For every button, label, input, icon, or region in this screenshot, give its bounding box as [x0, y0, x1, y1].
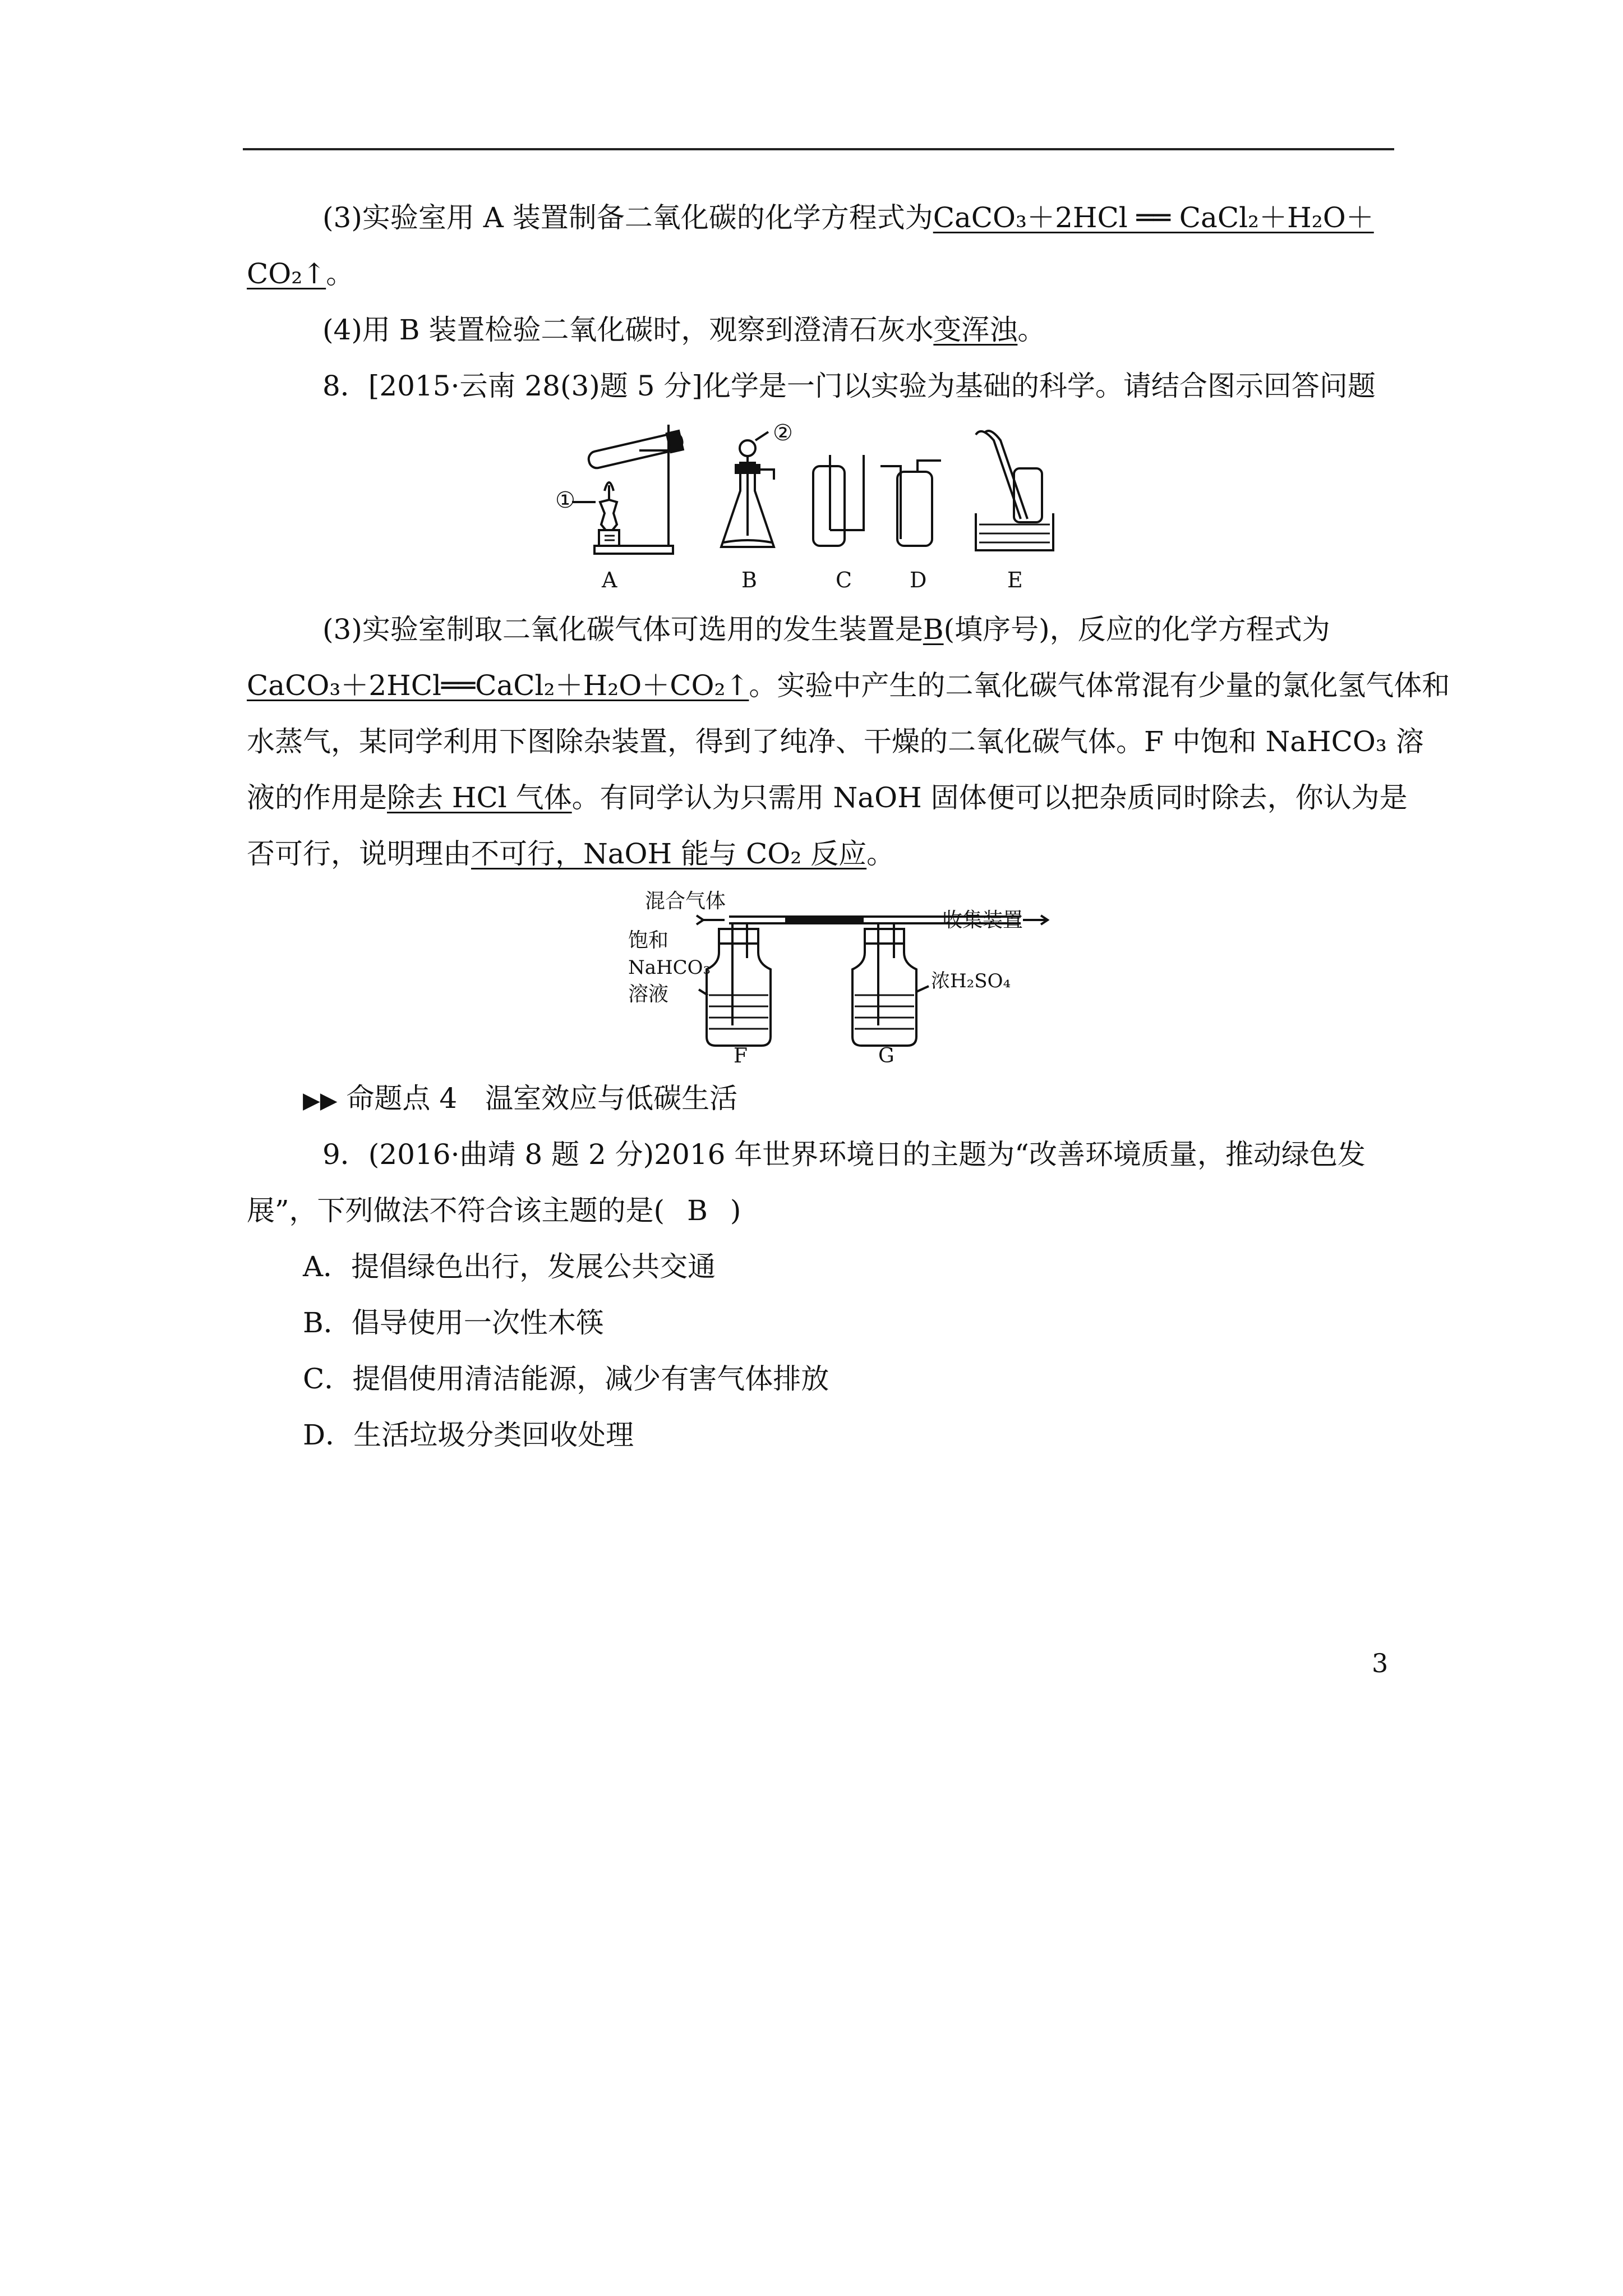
q7-part3-end: 。: [326, 257, 354, 290]
q7-part3-line1: [322, 201, 1374, 234]
section-marker: ▶▶: [303, 1088, 338, 1114]
apparatus-figure: [538, 418, 1166, 597]
collect-label: 收集装置: [942, 909, 1023, 932]
q8-text: 。有同学认为只需用 NaOH 固体便可以把杂质同时除去，你认为是: [571, 781, 1408, 814]
section-heading: [303, 1082, 737, 1117]
q9-stem-line1: 9．(2016·曲靖 8 题 2 分)2016 年世界环境日的主题为“改善环境质量，推动绿色发: [322, 1138, 1366, 1171]
q9-option-a: A．提倡绿色出行，发展公共交通: [303, 1250, 716, 1283]
q9-text: 展”，下列做法不符合该主题的是(: [247, 1194, 665, 1227]
stand-base-a: [594, 546, 673, 554]
q8-part3-line4: [247, 781, 1408, 815]
page-number: 3: [1372, 1648, 1389, 1678]
q8-text: (3)实验室制取二氧化碳气体可选用的发生装置是: [322, 613, 923, 646]
q8-answer-purpose: 除去 HCl 气体: [387, 781, 572, 814]
q9-option-d: D．生活垃圾分类回收处理: [303, 1419, 634, 1451]
q7-part3-equation: CaCO₃＋2HCl ══ CaCl₂＋H₂O＋: [933, 201, 1374, 234]
q9-stem-line2: [247, 1194, 741, 1227]
circled-2: ②: [773, 420, 793, 446]
purification-figure: [617, 885, 1077, 1065]
f-reagent-2: NaHCO₃: [628, 956, 711, 979]
label-e: E: [1007, 568, 1023, 592]
q8-part3-line2: [247, 669, 1450, 702]
q7-part3-prefix: (3)实验室用 A 装置制备二氧化碳的化学方程式为: [322, 201, 933, 234]
q8-text: 液的作用是: [247, 781, 387, 814]
gas-in-label: 混合气体: [645, 890, 726, 913]
label-f: F: [734, 1045, 748, 1065]
q8-answer-equation: CaCO₃＋2HCl══CaCl₂＋H₂O＋CO₂↑: [247, 669, 749, 702]
q8-part3-line1: [322, 613, 1330, 646]
q7-part3-equation-cont: CO₂↑: [247, 257, 326, 290]
label-c: C: [836, 568, 852, 592]
connector-tube: [785, 917, 864, 923]
q8-text: (填序号)，反应的化学方程式为: [943, 613, 1330, 646]
section-title: 命题点 4 温室效应与低碳生活: [346, 1082, 738, 1115]
q8-part3-line3: 水蒸气，某同学利用下图除杂装置，得到了纯净、干燥的二氧化碳气体。F 中饱和 NaHCO₃ 溶: [247, 725, 1424, 758]
q8-text: 否可行，说明理由: [247, 838, 471, 870]
label-a: A: [602, 568, 617, 592]
q9-text: ): [730, 1194, 741, 1227]
q8-stem: 8．[2015·云南 28(3)题 5 分]化学是一门以实验为基础的科学。请结合图示回答问题: [322, 370, 1376, 402]
q8-answer-reason: 不可行，NaOH 能与 CO₂ 反应: [471, 838, 867, 870]
q8-text: 。: [866, 838, 895, 870]
circled-1: ①: [555, 487, 575, 513]
label-d: D: [910, 568, 927, 592]
f-reagent-3: 溶液: [628, 983, 669, 1006]
q9-option-b: B．倡导使用一次性木筷: [303, 1306, 604, 1339]
label-g: G: [878, 1045, 895, 1065]
q9-option-c: C．提倡使用清洁能源，减少有害气体排放: [303, 1363, 829, 1395]
q8-part3-line5: [247, 837, 895, 871]
header-rule: [243, 148, 1394, 150]
q9-answer: B: [687, 1194, 708, 1227]
q8-text: 。实验中产生的二氧化碳气体常混有少量的氯化氢气体和: [749, 669, 1450, 702]
q7-part4-end: 。: [1017, 314, 1046, 346]
q7-part4-prefix: (4)用 B 装置检验二氧化碳时，观察到澄清石灰水: [322, 314, 934, 346]
q8-answer-device: B: [923, 613, 944, 646]
q7-part4-line: [322, 313, 1045, 347]
q7-part3-line2: [247, 257, 354, 291]
label-b: B: [741, 568, 757, 592]
g-reagent: 浓H₂SO₄: [931, 970, 1011, 992]
f-reagent-1: 饱和: [628, 929, 669, 952]
q7-part4-answer: 变浑浊: [933, 314, 1018, 346]
